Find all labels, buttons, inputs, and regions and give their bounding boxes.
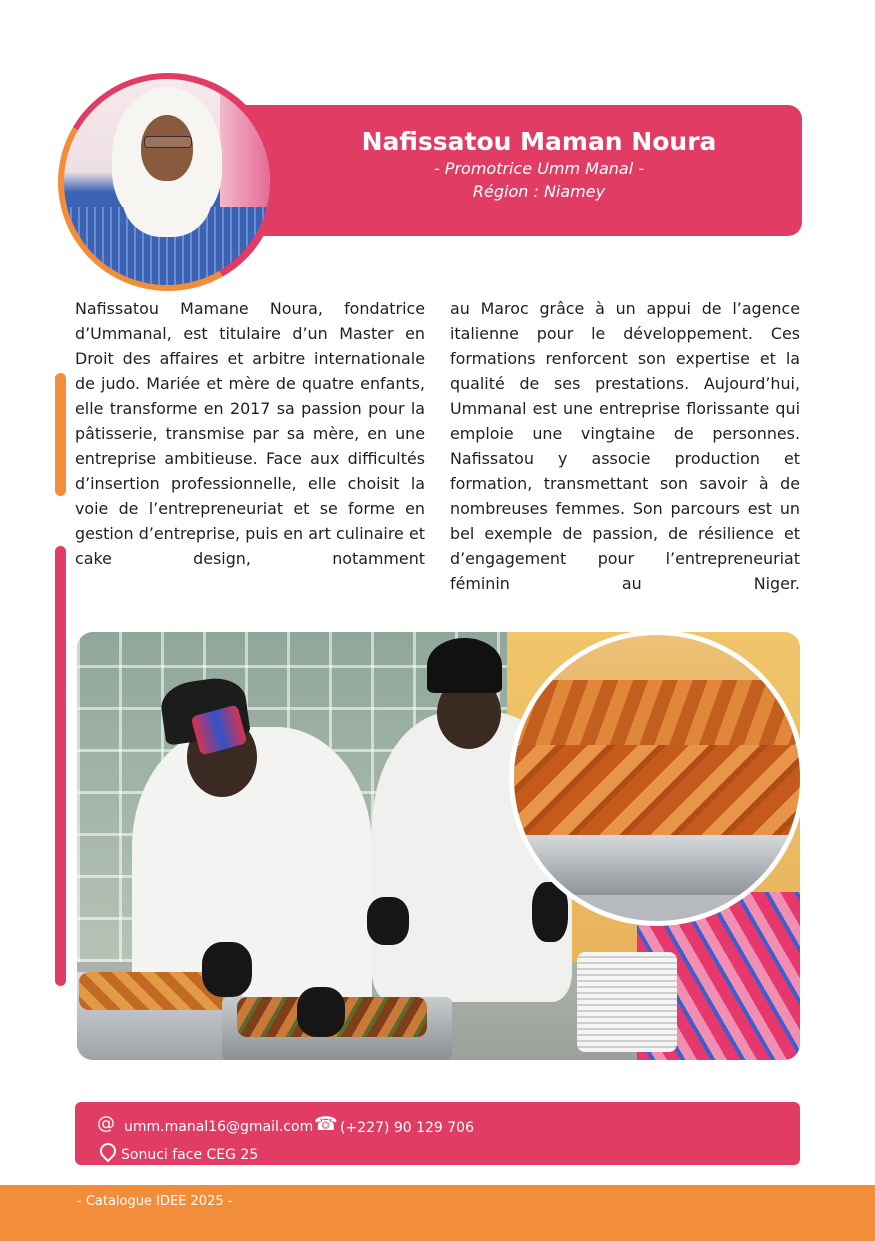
at-icon: @ xyxy=(97,1113,115,1134)
portrait-photo xyxy=(64,79,270,285)
profile-name: Nafissatou Maman Noura xyxy=(361,127,717,156)
inset-samosas xyxy=(514,745,800,845)
body-text-right: au Maroc grâce à un appui de l’agence italienne pour le développement. Ces formations renforcent son expertise et la qualité de ses prestations. Aujourd’hui, Ummanal est une entreprise florissante qui emploie une vingtaine de personnes. Nafissatou y associe production et formation, transmettant son savoir à de nombreuses femmes. Son parcours est un bel exemple de passion, de résilience et d’engagement pour l’entrepreneuriat féminin au Niger. xyxy=(450,299,800,593)
inset-samosa-photo xyxy=(514,635,800,921)
portrait-background xyxy=(220,79,270,219)
portrait-face xyxy=(141,115,193,181)
contact-phone[interactable]: (+227) 90 129 706 xyxy=(340,1120,474,1136)
inset-tray-back xyxy=(514,680,800,745)
profile-role: - Promotrice Umm Manal - xyxy=(433,159,645,178)
inset-tray-front xyxy=(514,835,800,895)
decorative-bar-pink xyxy=(55,546,66,986)
chef-right-cap xyxy=(427,638,502,693)
decorative-bar-orange xyxy=(55,373,66,496)
contact-address: Sonuci face CEG 25 xyxy=(121,1147,259,1163)
glove xyxy=(297,987,345,1037)
contact-email[interactable]: umm.manal16@gmail.com xyxy=(124,1119,314,1135)
stacked-plates xyxy=(577,952,677,1052)
body-text-left: Nafissatou Mamane Noura, fondatrice d’Ummanal, est titulaire d’un Master en Droit des affaires et arbitre internationale de judo. Mariée et mère de quatre enfants, elle transforme en 2017 sa passion pour la pâtisserie, transmise par sa mère, en une entreprise ambitieuse. Face aux difficultés d’insertion professionnelle, elle choisit la voie de l’entrepreneuriat et se forme en gestion d’entreprise, puis en art culinaire et cake design, notamment xyxy=(75,299,425,568)
portrait-glasses xyxy=(144,136,192,148)
footer-catalogue-label: - Catalogue IDEE 2025 - xyxy=(77,1194,233,1209)
glove xyxy=(202,942,252,997)
glove xyxy=(367,897,409,945)
telephone-icon: ☎ xyxy=(314,1113,338,1135)
profile-region: Région : Niamey xyxy=(472,182,606,201)
